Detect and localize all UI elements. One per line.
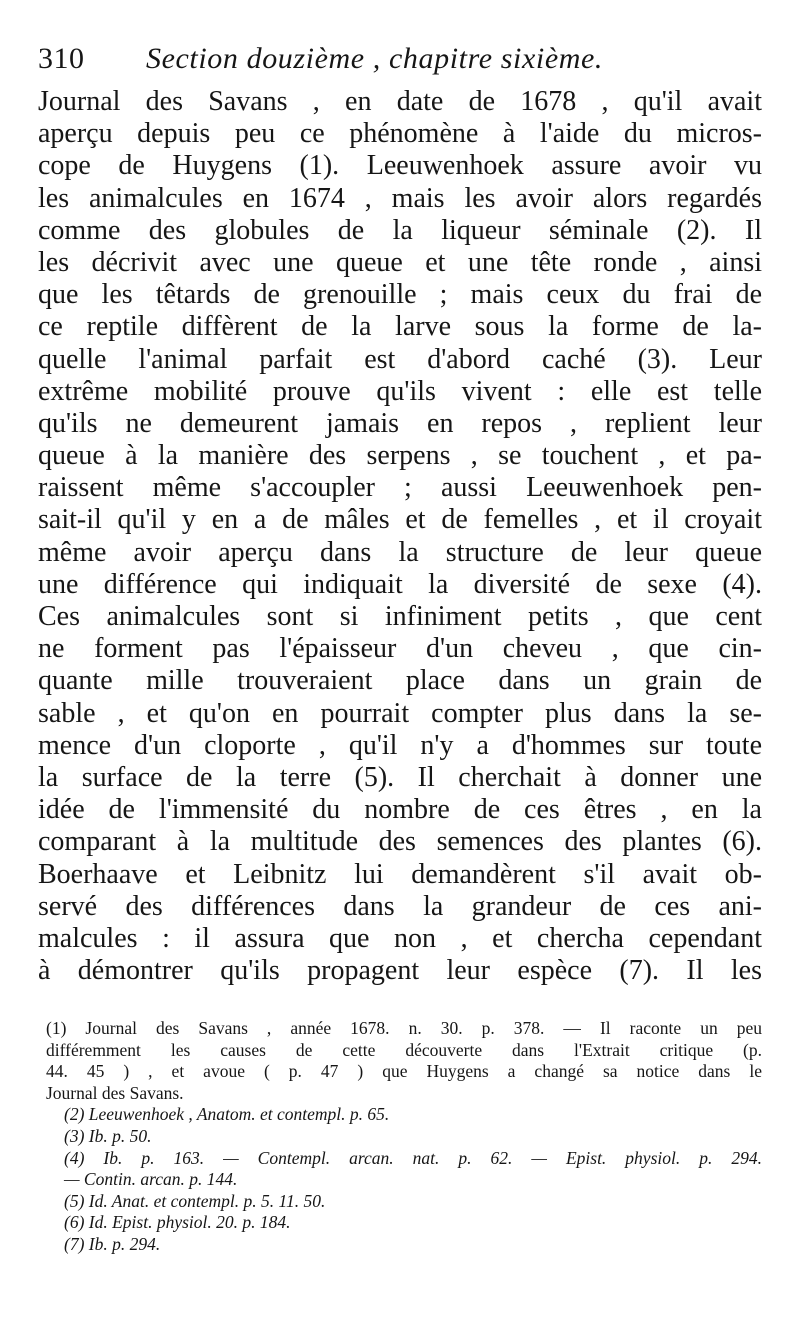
footnote-5: (5) Id. Anat. et contempl. p. 5. 11. 50. [64,1190,326,1211]
body-line: raissent même s'accoupler ; aussi Leeuwenhoek pen- [38,472,762,504]
body-line: quelle l'animal parfait est d'abord caché (3). Leur [38,343,762,375]
page-number: 310 [38,42,85,75]
body-line: extrême mobilité prouve qu'ils vivent : elle est telle [38,375,762,407]
body-line: que les têtards de grenouille ; mais ceux du frai de [38,279,762,311]
footnote-6: (6) Id. Epist. physiol. 20. p. 184. [64,1212,291,1233]
footnote-4-continued: — Contin. arcan. p. 144. [64,1169,238,1190]
body-line: à démontrer qu'ils propagent leur espèce (7). Il les [38,955,762,987]
body-line: quante mille trouveraient place dans un grain de [38,665,762,697]
body-line: servé des différences dans la grandeur de ces ani- [38,890,762,922]
body-line: aperçu depuis peu ce phénomène à l'aide du micros- [38,118,762,150]
body-line: les décrivit avec une queue et une tête ronde , ainsi [38,246,762,278]
footnote-1-line: Journal des Savans. [46,1082,184,1103]
body-line: ne forment pas l'épaisseur d'un cheveu , que cin- [38,633,762,665]
body-line: sable , et qu'on en pourrait compter plus dans la se- [38,697,762,729]
body-line: Ces animalcules sont si infiniment petits , que cent [38,601,762,632]
body-line: comme des globules de la liqueur séminale (2). Il [38,214,762,246]
body-line: malcules : il assura que non , et chercha cependant [38,922,762,954]
body-line: la surface de la terre (5). Il cherchait à donner une [38,761,762,793]
body-line: Journal des Savans , en date de 1678 , qu'il avait [38,86,762,117]
body-line: même avoir aperçu dans la structure de leur queue [38,536,762,568]
footnote-1-line: 44. 45 ) , et avoue ( p. 47 ) que Huygens a changé sa notice dans le [46,1061,762,1082]
running-head-title: Section douzième , chapitre sixième. [146,42,604,75]
body-line: queue à la manière des serpens , se touchent , et pa- [38,440,762,472]
footnote-1-line: différemment les causes de cette découverte dans l'Extrait critique (p. [46,1039,762,1060]
body-line: cope de Huygens (1). Leeuwenhoek assure avoir vu [38,150,762,182]
footnote-1-line: (1) Journal des Savans , année 1678. n. 30. p. 378. — Il raconte un peu [46,1018,762,1038]
footnotes [46,1018,762,1256]
body-line: mence d'un cloporte , qu'il n'y a d'hommes sur toute [38,729,762,761]
footnote-7: (7) Ib. p. 294. [64,1233,161,1254]
body-line: qu'ils ne demeurent jamais en repos , replient leur [38,407,762,439]
body-line: une différence qui indiquait la diversité de sexe (4). [38,568,762,600]
body-line: les animalcules en 1674 , mais les avoir alors regardés [38,182,762,214]
body-line: ce reptile diffèrent de la larve sous la forme de la- [38,311,762,343]
body-line: sait-il qu'il y en a de mâles et de femelles , et il croyait [38,504,762,536]
body-line: comparant à la multitude des semences des plantes (6). [38,826,762,858]
body-text [38,86,762,987]
running-head [38,34,772,84]
footnote-2: (2) Leeuwenhoek , Anatom. et contempl. p. 65. [64,1104,390,1125]
footnote-3: (3) Ib. p. 50. [64,1125,152,1146]
body-line: Boerhaave et Leibnitz lui demandèrent s'il avait ob- [38,858,762,890]
footnote-4: (4) Ib. p. 163. — Contempl. arcan. nat. p. 62. — Epist. physiol. p. 294. [64,1147,762,1168]
body-line: idée de l'immensité du nombre de ces êtres , en la [38,794,762,826]
